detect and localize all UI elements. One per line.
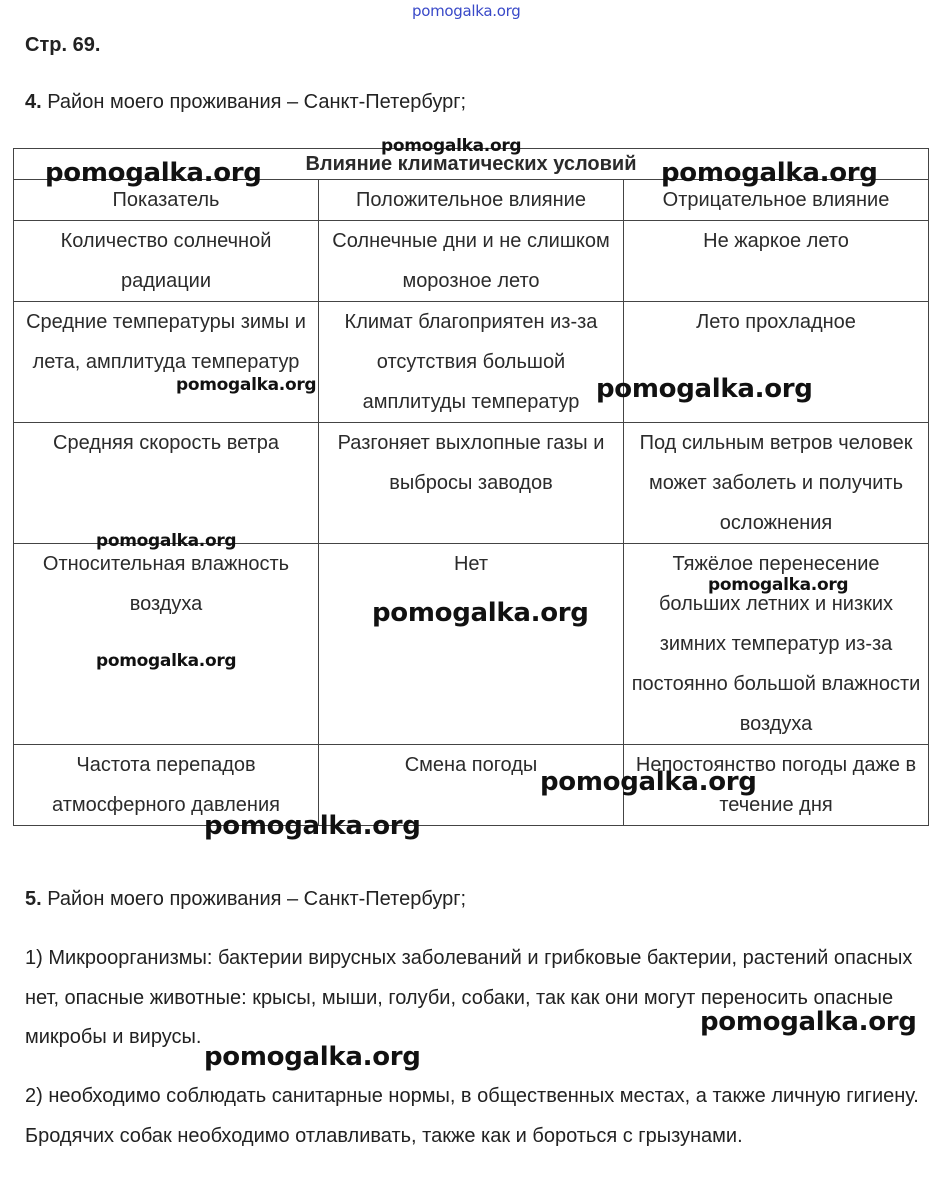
table-cell: Непостоянство погоды даже в течение дня xyxy=(624,745,929,826)
table-cell: Смена погоды xyxy=(319,745,624,826)
watermark: pomogalka.org xyxy=(708,575,849,595)
table-row xyxy=(14,221,929,302)
watermark: pomogalka.org xyxy=(700,1007,917,1037)
watermark: pomogalka.org xyxy=(661,158,878,188)
table-row xyxy=(14,544,929,745)
column-header: Отрицательное влияние xyxy=(624,180,929,221)
task-5-text: Район моего проживания – Санкт-Петербург; xyxy=(41,888,467,910)
watermark: pomogalka.org xyxy=(176,375,317,395)
table-cell: Климат благоприятен из-за отсутствия большой амплитуды температур xyxy=(319,302,624,423)
task-4-number: 4. xyxy=(25,91,42,113)
table-cell: Под сильным ветров человек может заболеть и получить осложнения xyxy=(624,423,929,544)
table-cell: Нет xyxy=(319,544,624,745)
table-cell: Количество солнечной радиации xyxy=(14,221,319,302)
table-cell: Не жаркое лето xyxy=(624,221,929,302)
table-cell: Относительная влажность воздуха xyxy=(14,544,319,745)
task-5-paragraph-1: 1) Микроорганизмы: бактерии вирусных заболеваний и грибковые бактерии, растений опасных нет, опасные животные: крысы, мыши, голуби, собаки, так как они могут переносить опасные микробы и вирусы. xyxy=(25,947,913,1048)
watermark: pomogalka.org xyxy=(381,136,522,156)
task-5-number: 5. xyxy=(25,888,42,910)
column-header: Показатель xyxy=(14,180,319,221)
watermark: pomogalka.org xyxy=(204,1042,421,1072)
table-row xyxy=(14,302,929,423)
page-reference: Стр. 69. xyxy=(25,34,101,56)
task-5-paragraph-2: 2) необходимо соблюдать санитарные нормы, в общественных местах, а также личную гигиену. Бродячих собак необходимо отлавливать, также как и бороться с грызунами. xyxy=(25,1085,919,1147)
column-header: Положительное влияние xyxy=(319,180,624,221)
task-4-text: Район моего проживания – Санкт-Петербург; xyxy=(41,91,467,113)
watermark: pomogalka.org xyxy=(372,598,589,628)
task-5-heading xyxy=(25,888,466,911)
table-cell: Средняя скорость ветра xyxy=(14,423,319,544)
table-cell: Средние температуры зимы и лета, амплитуда температур xyxy=(14,302,319,423)
table-row xyxy=(14,745,929,826)
task-4-heading xyxy=(25,91,466,114)
watermark-top: pomogalka.org xyxy=(412,2,521,20)
table-cell: Лето прохладное xyxy=(624,302,929,423)
watermark: pomogalka.org xyxy=(96,531,237,551)
table-cell: Частота перепадов атмосферного давления xyxy=(14,745,319,826)
table-title: Влияние климатических условий xyxy=(14,149,929,180)
watermark: pomogalka.org xyxy=(96,651,237,671)
watermark: pomogalka.org xyxy=(204,811,421,841)
watermark: pomogalka.org xyxy=(596,374,813,404)
watermark: pomogalka.org xyxy=(540,767,757,797)
table-row xyxy=(14,423,929,544)
table-cell: Разгоняет выхлопные газы и выбросы заводов xyxy=(319,423,624,544)
climate-influence-table xyxy=(13,148,929,826)
table-cell: Солнечные дни и не слишком морозное лето xyxy=(319,221,624,302)
table-cell: Тяжёлое перенесение больших летних и низких зимних температур из-за постоянно большой влажности воздуха xyxy=(624,544,929,745)
watermark: pomogalka.org xyxy=(45,158,262,188)
